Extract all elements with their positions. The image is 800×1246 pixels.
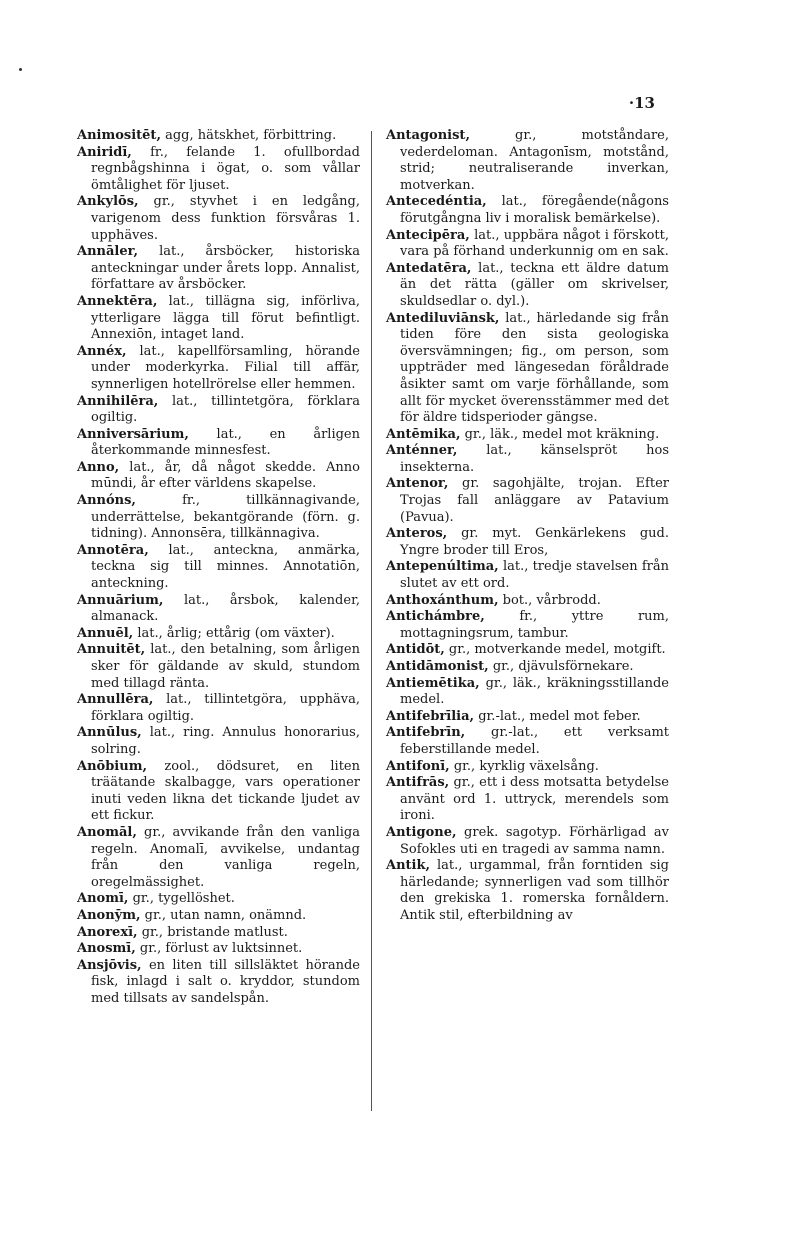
entry-definition: lat., kapellförsamling, hörande under moderkyrka. Filial till affär, synnerligen hotellrörelse eller hemmen.: [91, 343, 360, 392]
entry-headword: Antichámbre,: [386, 609, 485, 625]
dictionary-entry: [386, 476, 669, 526]
entry-definition: gr.-lat., medel mot feber.: [478, 708, 641, 724]
entry-headword: Annuārium,: [77, 592, 164, 608]
page-number: ·13: [628, 94, 655, 112]
dictionary-entry: [77, 941, 360, 958]
entry-definition: lat., tillintetgöra, upphäva, förklara ogiltig.: [91, 692, 360, 724]
entry-definition: gr., ett i dess motsatta betydelse använt ord 1. uttryck, merendels som ironi.: [400, 775, 669, 824]
entry-definition: gr., motverkande medel, motgift.: [448, 642, 666, 658]
entry-headword: Annullēra,: [77, 692, 154, 708]
dictionary-entry: [386, 725, 669, 758]
dictionary-entry: [77, 460, 360, 493]
entry-headword: Animositēt,: [77, 128, 161, 143]
dictionary-entry: [77, 593, 360, 626]
entry-definition: lat., årsbok, kalender, almanack.: [91, 592, 360, 625]
dictionary-entry: [77, 908, 360, 925]
entry-definition: fr., felande 1. ofullbordad regnbågshinna i ögat, o. som vållar ömtålighet för ljuset.: [91, 144, 361, 193]
dictionary-entry: [386, 311, 669, 427]
entry-definition: gr. myt. Genkärlekens gud. Yngre broder till Eros,: [400, 526, 669, 558]
entry-headword: Aniridī,: [77, 144, 132, 160]
entry-definition: lat., anteckna, anmärka, teckna sig till minnes. Annotatiōn, anteckning.: [91, 542, 360, 592]
dictionary-entry: [386, 676, 669, 709]
dictionary-entry: [386, 593, 669, 610]
entry-headword: Annūlus,: [77, 725, 142, 741]
dictionary-entry: [386, 559, 669, 592]
entry-definition: fr., tillkännagivande, underrättelse, bekantgörande (förn. g. tidning). Annonsēra, tillkännagiva.: [91, 493, 360, 542]
dictionary-entry: [386, 659, 669, 676]
entry-definition: lat., föregående(någons förutgångna liv i moralisk bemärkelse).: [400, 194, 669, 226]
entry-definition: lat., teckna ett äldre datum än det rätta (gäller om skrivelser, skuldsedlar o. dyl.).: [400, 260, 669, 309]
entry-definition: lat., tillägna sig, införliva, ytterligare lägga till förut befintligt. Annexiōn, intaget land.: [91, 293, 360, 343]
entry-definition: lat., år, då något skedde. Anno mūndi, år efter världens skapelse.: [91, 459, 361, 492]
entry-headword: Annotēra,: [77, 542, 149, 558]
left-column: [77, 128, 360, 1007]
dictionary-entry: [77, 759, 360, 825]
print-speck: [19, 68, 22, 71]
entry-headword: Ankylōs,: [77, 194, 139, 210]
dictionary-entry: [77, 493, 360, 543]
entry-headword: Antecipēra,: [386, 227, 470, 243]
entry-definition: lat., uppbära något i förskott, vara på förhand underkunnig om en sak.: [400, 227, 669, 260]
entry-headword: Anteros,: [386, 526, 448, 542]
entry-headword: Annuēl,: [77, 625, 134, 641]
dictionary-entry: [386, 825, 669, 858]
entry-definition: fr., yttre rum, mottagningsrum, tambur.: [400, 609, 669, 641]
entry-headword: Antēmika,: [386, 426, 461, 442]
dictionary-entry: [77, 427, 360, 460]
entry-headword: Annektēra,: [77, 293, 158, 309]
dictionary-entry: [77, 692, 360, 725]
dictionary-entry: [77, 825, 360, 891]
entry-definition: gr., styvhet i en ledgång, varigenom dess funktion försvåras 1. upphäves.: [91, 194, 360, 243]
entry-headword: Antepenúltima,: [386, 559, 499, 575]
entry-definition: lat., årsböcker, historiska anteckningar under årets lopp. Annalist, författare av årsböcker.: [91, 244, 361, 293]
entry-definition: lat., ring. Annulus honorarius, solring.: [91, 725, 360, 757]
entry-definition: gr., utan namn, onämnd.: [144, 907, 307, 923]
entry-definition: gr., förlust av luktsinnet.: [139, 941, 303, 957]
entry-definition: lat., tredje stavelsen från slutet av ett ord.: [400, 559, 669, 592]
entry-definition: gr. sagohjälte, trojan. Efter Trojas fall anläggare av Patavium (Pavua).: [400, 476, 669, 525]
dictionary-entry: [77, 958, 360, 1008]
dictionary-entry: [77, 891, 360, 908]
dictionary-entry: [77, 626, 360, 643]
entry-headword: Anōbium,: [77, 758, 147, 774]
entry-definition: lat., den betalning, som årligen sker för gäldande av skuld, stundom med tillagd ränta.: [91, 642, 361, 691]
entry-headword: Antifebrīlia,: [386, 708, 475, 724]
entry-definition: gr., djävulsförnekare.: [492, 659, 634, 674]
entry-headword: Annihilēra,: [77, 393, 159, 409]
dictionary-entry: [77, 145, 360, 195]
entry-definition: gr., kyrklig växelsång.: [453, 758, 599, 774]
dictionary-entry: [77, 128, 360, 145]
dictionary-entry: [77, 925, 360, 942]
entry-definition: lat., urgammal, från forntiden sig härledande; synnerligen vad som tillhör den grekiska 1. romerska fornåldern. Antik stil, efterbildning av: [400, 858, 670, 923]
entry-definition: agg, hätskhet, förbittring.: [165, 128, 337, 143]
entry-headword: Anomī,: [77, 891, 129, 907]
dictionary-entry: [386, 128, 669, 194]
dictionary-entry: [386, 443, 669, 476]
entry-definition: lat., årlig; ettårig (om växter).: [137, 625, 335, 641]
entry-headword: Antiemētika,: [386, 675, 480, 691]
entry-definition: lat., en årligen återkommande minnesfest.: [91, 426, 360, 459]
dictionary-entry: [77, 642, 360, 692]
entry-definition: grek. sagotyp. Förhärligad av Sofokles uti en tragedi av samma namn.: [400, 824, 669, 857]
dictionary-entry: [77, 725, 360, 758]
dictionary-entry: [77, 344, 360, 394]
entry-definition: gr., bristande matlust.: [141, 924, 288, 940]
entry-headword: Antecedéntia,: [386, 194, 487, 210]
entry-headword: Annuitēt,: [77, 642, 146, 658]
entry-headword: Antigone,: [386, 824, 457, 840]
dictionary-entry: [386, 709, 669, 726]
entry-headword: Antidāmonist,: [386, 659, 489, 674]
entry-definition: lat., härledande sig från tiden före den sista geologiska översvämningen; fig., om person, som uppträder med längesedan föråldrade åsikter samt om varje förhållande, som allt för mycket överensstämmer med det för äldre tidsperioder gängse.: [400, 310, 669, 426]
entry-definition: gr., tygellöshet.: [132, 891, 235, 907]
entry-headword: Annāler,: [77, 244, 139, 260]
dictionary-entry: [77, 394, 360, 427]
entry-headword: Annóns,: [77, 493, 136, 509]
dictionary-entry: [77, 543, 360, 593]
entry-definition: lat., känselspröt hos insekterna.: [400, 443, 669, 475]
entry-headword: Anthoxánthum,: [386, 592, 499, 608]
entry-headword: Antedatēra,: [386, 260, 472, 276]
entry-definition: gr., läk., kräkningsstillande medel.: [400, 675, 669, 708]
entry-headword: Antagonist,: [386, 128, 470, 143]
entry-headword: Anonȳm,: [77, 907, 141, 923]
dictionary-entry: [386, 609, 669, 642]
entry-headword: Anosmī,: [77, 941, 136, 957]
entry-definition: en liten till sillsläktet hörande fisk, inlagd i salt o. kryddor, stundom med tillsats av sandelspån.: [91, 957, 360, 1006]
entry-headword: Anomāl,: [77, 824, 137, 840]
entry-headword: Anténner,: [386, 443, 458, 459]
entry-headword: Antifebrīn,: [386, 725, 466, 741]
entry-headword: Antifonī,: [386, 758, 450, 774]
entry-headword: Antediluviānsk,: [386, 310, 500, 326]
entry-headword: Anniversārium,: [77, 426, 189, 442]
entry-definition: bot., vårbrodd.: [502, 592, 601, 608]
entry-headword: Antifrās,: [386, 775, 450, 791]
dictionary-entry: [386, 775, 669, 825]
entry-definition: gr.-lat., ett verksamt feberstillande medel.: [400, 725, 669, 757]
entry-headword: Annéx,: [77, 343, 127, 359]
entry-headword: Antik,: [386, 858, 431, 874]
dictionary-entry: [77, 194, 360, 244]
entry-definition: gr., läk., medel mot kräkning.: [464, 426, 660, 442]
entry-definition: gr., motståndare, vederdeloman. Antagonīsm, motstånd, strid; neutraliserande inverkan, motverkan.: [400, 128, 669, 193]
dictionary-entry: [386, 642, 669, 659]
dictionary-entry: [386, 759, 669, 776]
dictionary-entry: [386, 228, 669, 261]
entry-headword: Antenor,: [386, 476, 449, 492]
column-divider: [371, 131, 372, 1111]
entry-headword: Antidōt,: [386, 642, 445, 658]
dictionary-entry: [386, 261, 669, 311]
entry-definition: lat., tillintetgöra, förklara ogiltig.: [91, 393, 360, 426]
entry-headword: Anno,: [77, 459, 120, 475]
entry-definition: gr., avvikande från den vanliga regeln. Anomalī, avvikelse, undantag från den vanliga regeln, oregelmässighet.: [91, 824, 360, 890]
right-column: [386, 128, 669, 925]
dictionary-entry: [386, 194, 669, 227]
dictionary-entry: [386, 526, 669, 559]
dictionary-entry: [77, 294, 360, 344]
dictionary-entry: [386, 858, 669, 924]
dictionary-entry: [77, 244, 360, 294]
dictionary-entry: [386, 427, 669, 444]
entry-headword: Anorexī,: [77, 924, 138, 940]
entry-headword: Ansjōvis,: [77, 957, 142, 973]
entry-definition: zool., dödsuret, en liten träätande skalbagge, vars operationer inuti veden likna det tickande ljudet av ett fickur.: [91, 758, 360, 824]
